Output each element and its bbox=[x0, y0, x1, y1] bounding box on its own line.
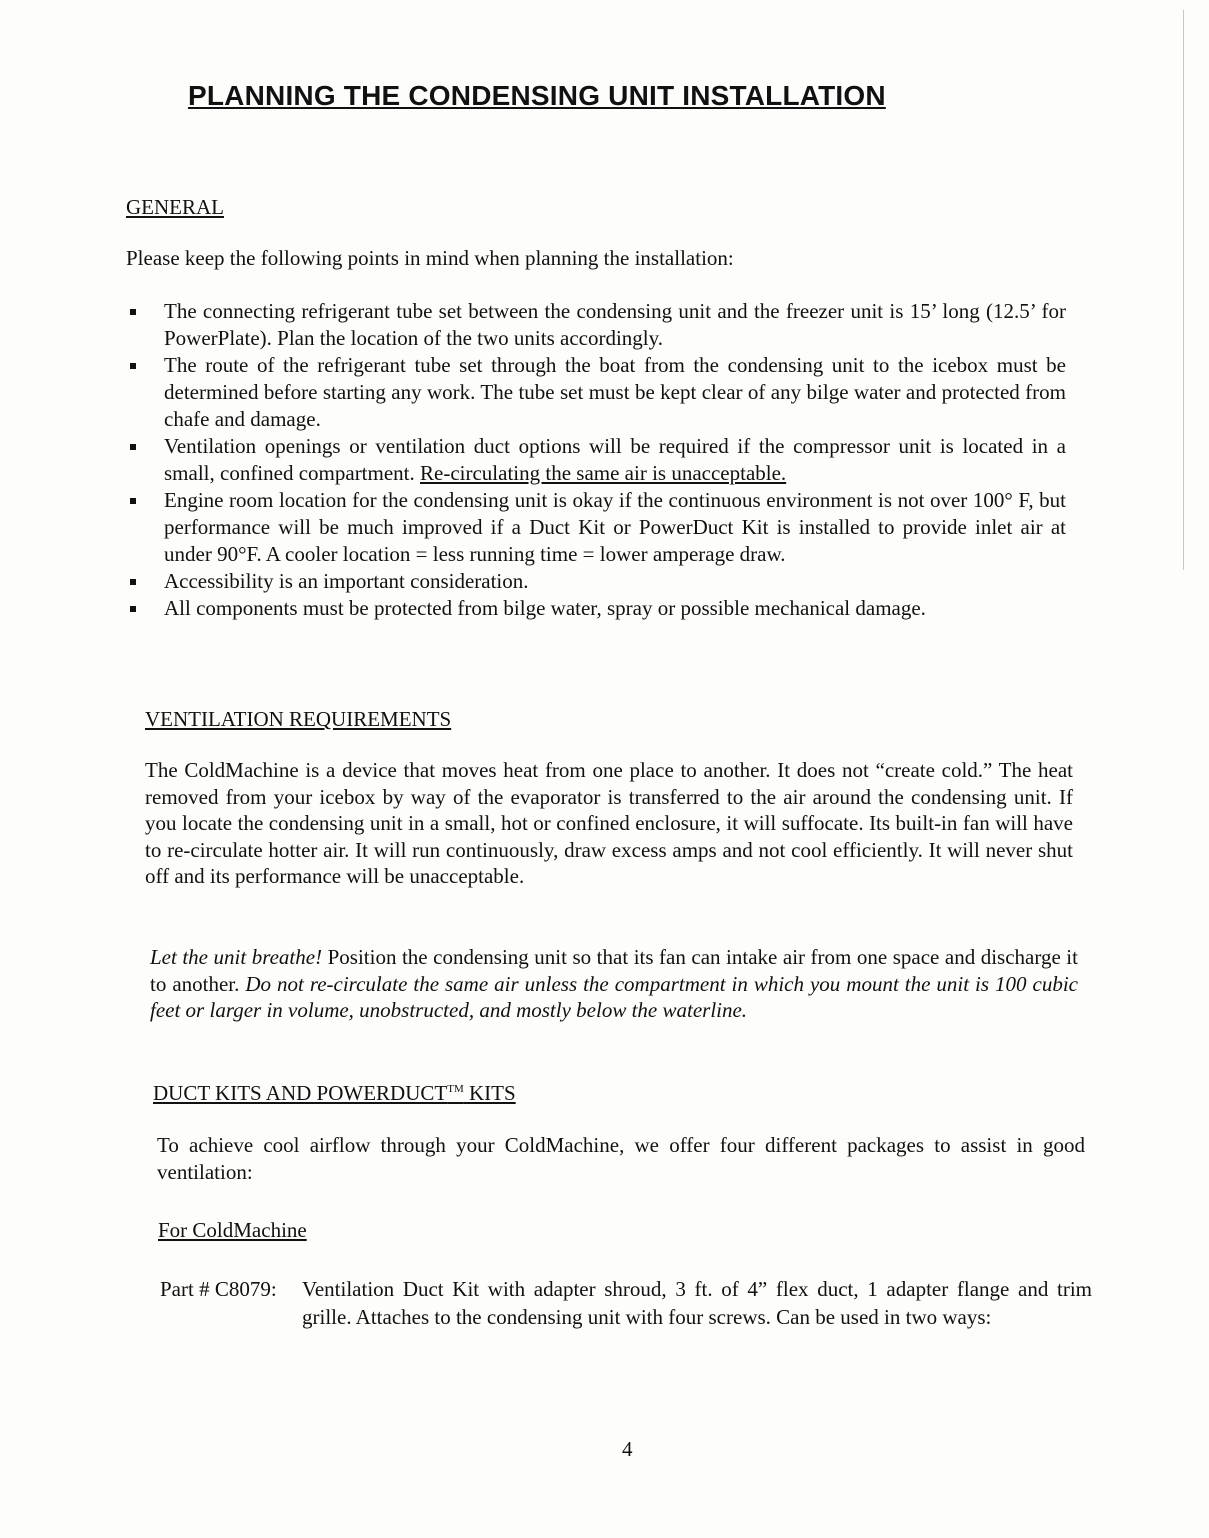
ventilation-paragraph-1: The ColdMachine is a device that moves heat from one place to another. It does not “create cold.” The heat removed from your icebox by way of the evaporator is transferred to the air around the condensing unit. If you locate the condensing unit in a small, hot or confined enclosure, it will suffocate. Its built-in fan will have to re-circulate hotter air. It will run continuously, draw excess amps and not cool efficiently. It will never shut off and its performance will be unacceptable. bbox=[145, 758, 1073, 888]
bullet-icon bbox=[130, 444, 136, 450]
list-item: All components must be protected from bilge water, spray or possible mechanical damage. bbox=[126, 595, 1066, 622]
ventilation-paragraph-2: Let the unit breathe! Position the condensing unit so that its fan can intake air from one space and discharge it to another. Do not re-circulate the same air unless the compartment in which you mount the unit is 100 cubic feet or larger in volume, unobstructed, and mostly below the waterline. bbox=[150, 945, 1078, 1022]
list-item: The connecting refrigerant tube set between the condensing unit and the freezer unit is 15’ long (12.5’ for PowerPlate). Plan the location of the two units accordingly. bbox=[126, 298, 1066, 352]
bullet-icon bbox=[130, 309, 136, 315]
scan-edge-line bbox=[1183, 10, 1184, 570]
page-title: PLANNING THE CONDENSING UNIT INSTALLATION bbox=[188, 80, 886, 111]
ventilation-heading: VENTILATION REQUIREMENTS bbox=[145, 707, 452, 731]
general-heading: GENERAL bbox=[126, 195, 224, 219]
list-item: Engine room location for the condensing unit is okay if the continuous environment is not over 100° F, but performance will be much improved if a Duct Kit or PowerDuct Kit is installed to provide inlet air at under 90°F. A cooler location = less running time = lower amperage draw. bbox=[126, 487, 1066, 568]
duct-kits-heading: DUCT KITS AND POWERDUCT™ KITS bbox=[153, 1081, 516, 1105]
general-bullet-list bbox=[126, 298, 1066, 622]
duct-intro: To achieve cool airflow through your ColdMachine, we offer four different packages to assist in good ventilation: bbox=[157, 1133, 1085, 1184]
trademark-symbol: TM bbox=[447, 1083, 464, 1095]
part-number: Part # C8079: bbox=[160, 1277, 277, 1301]
bullet-icon bbox=[130, 498, 136, 504]
general-intro: Please keep the following points in mind when planning the installation: bbox=[126, 246, 734, 270]
italic-tail: Do not re-circulate the same air unless the compartment in which you mount the unit is 100 cubic feet or larger in volume, unobstructed, and mostly below the waterline. bbox=[150, 971, 1078, 1022]
list-item: Ventilation openings or ventilation duct options will be required if the compressor unit is located in a small, confined compartment. Re-circulating the same air is unacceptable. bbox=[126, 433, 1066, 487]
part-description: Ventilation Duct Kit with adapter shroud, 3 ft. of 4” flex duct, 1 adapter flange and trim grille. Attaches to the condensing unit with four screws. Can be used in two ways: bbox=[302, 1277, 1092, 1329]
bullet-icon bbox=[130, 606, 136, 612]
page-number: 4 bbox=[622, 1437, 633, 1461]
bullet-icon bbox=[130, 579, 136, 585]
list-item: Accessibility is an important consideration. bbox=[126, 568, 1066, 595]
bullet-icon bbox=[130, 363, 136, 369]
italic-lead: Let the unit breathe! bbox=[150, 945, 323, 969]
coldmachine-subheading: For ColdMachine bbox=[158, 1218, 307, 1242]
emphasis-text: Re-circulating the same air is unacceptable. bbox=[420, 461, 787, 485]
list-item: The route of the refrigerant tube set through the boat from the condensing unit to the icebox must be determined before starting any work. The tube set must be kept clear of any bilge water and protected from chafe and damage. bbox=[126, 352, 1066, 433]
